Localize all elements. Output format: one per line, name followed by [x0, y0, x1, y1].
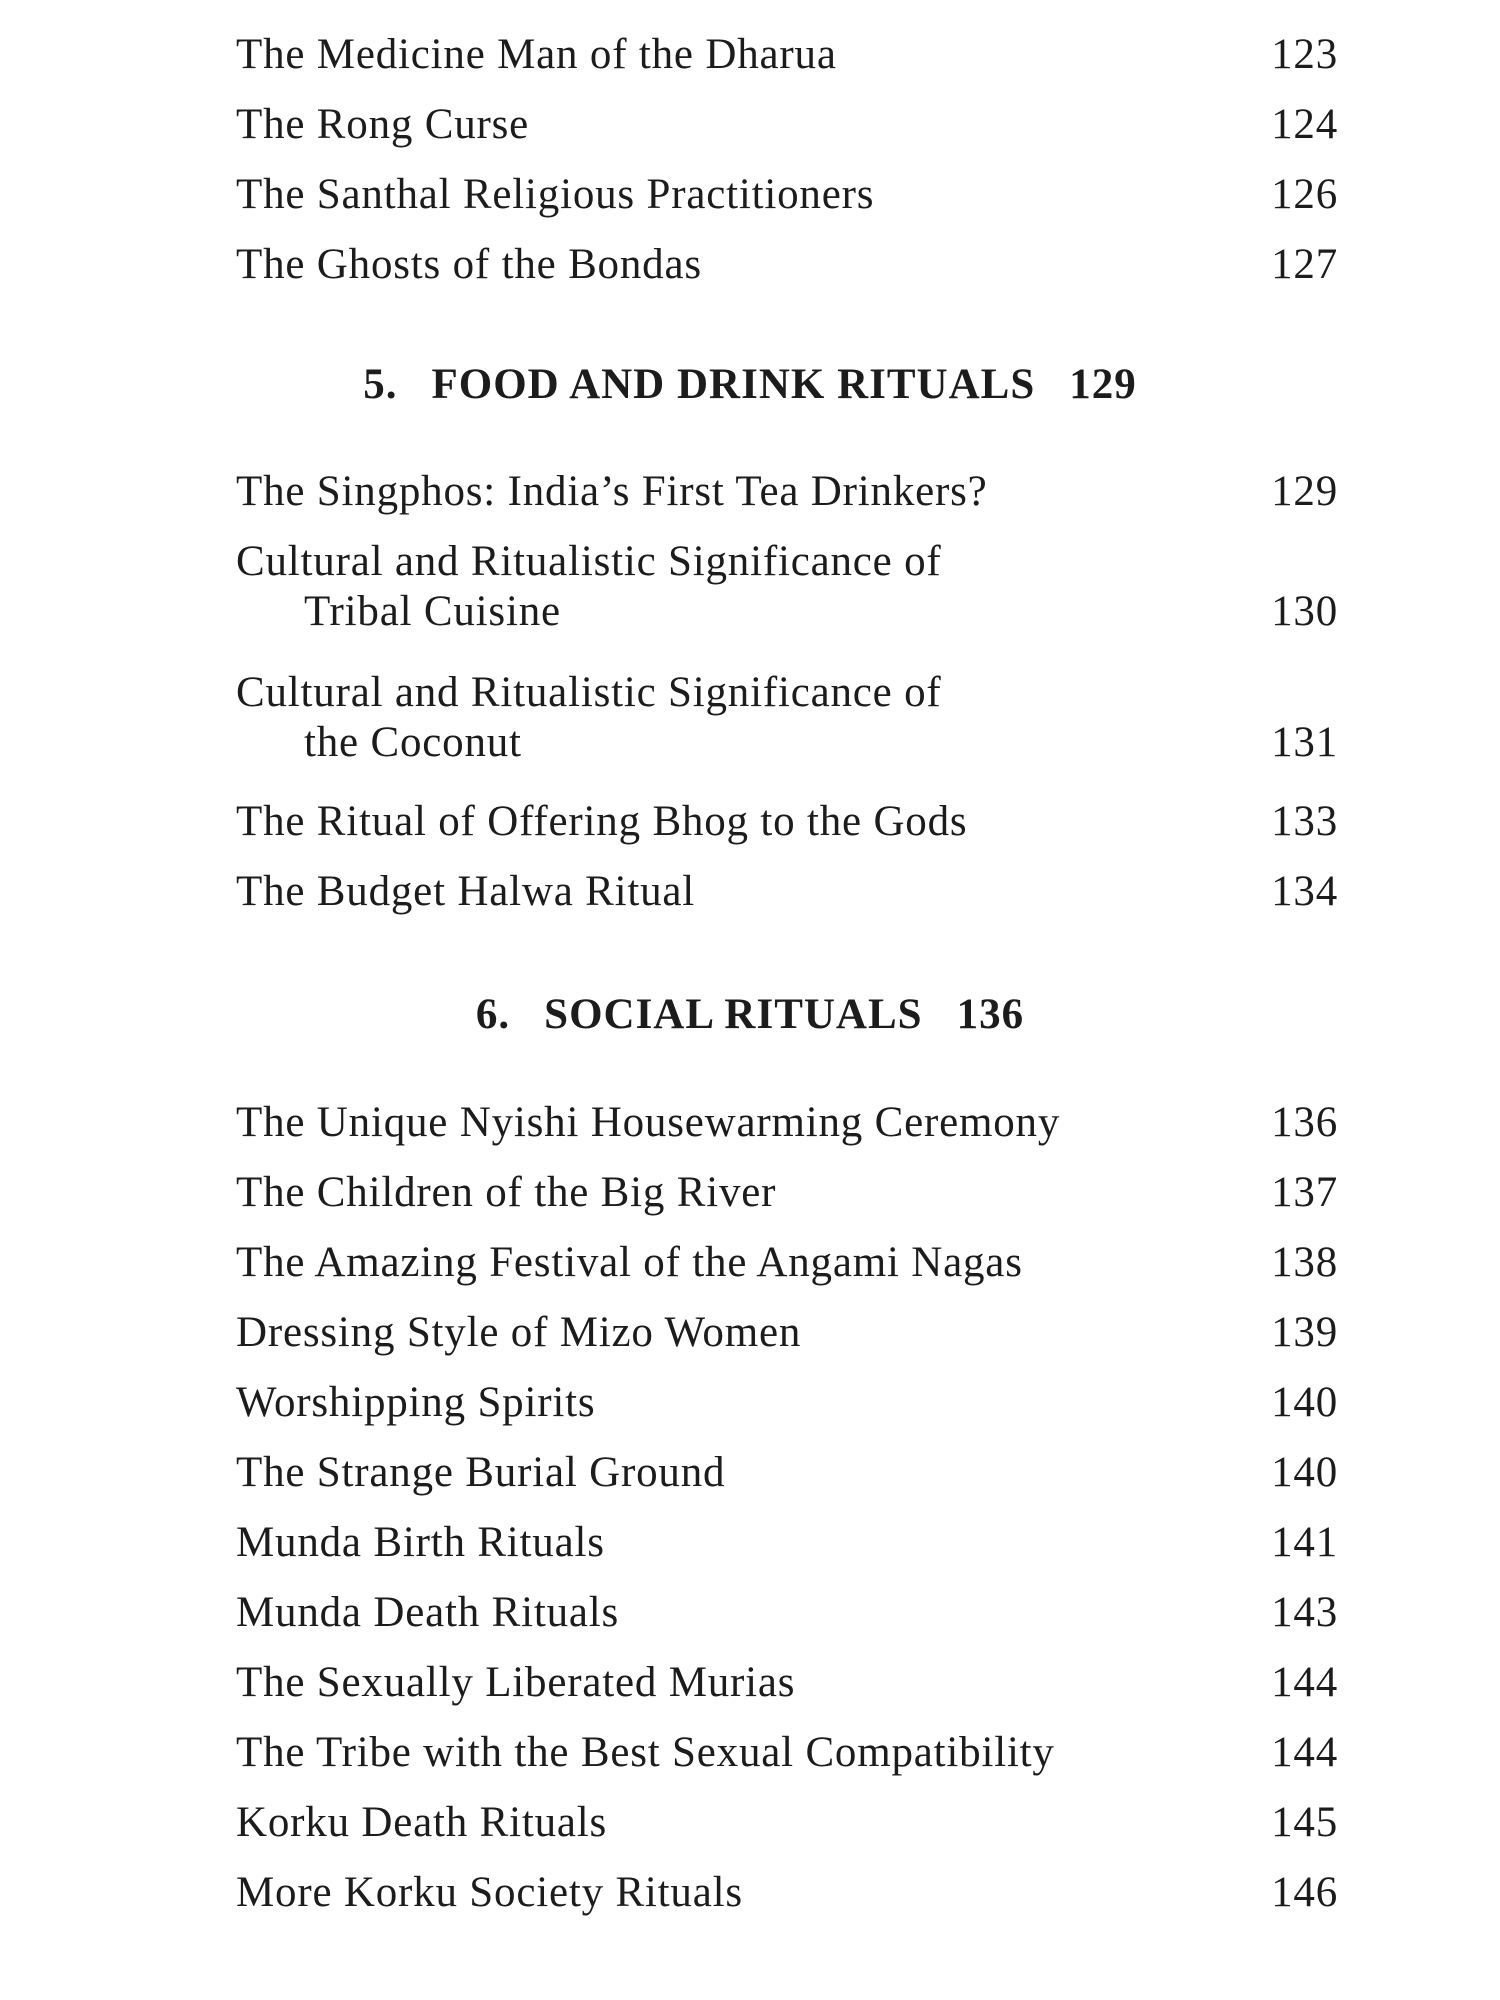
toc-entry	[236, 867, 1338, 917]
toc-entry-title: The Santhal Religious Practitioners	[236, 171, 875, 218]
toc-entry	[236, 1868, 1338, 1918]
toc-entry-page: 126	[1271, 171, 1338, 218]
toc-entry-page: 127	[1271, 241, 1338, 288]
toc-entry-page: 144	[1271, 1659, 1338, 1706]
toc-entry-page: 130	[1271, 588, 1338, 635]
toc-entry	[236, 100, 1338, 150]
toc-entry	[236, 240, 1338, 290]
chapter-title: SOCIAL RITUALS	[544, 991, 923, 1038]
toc-entry-title: Cultural and Ritualistic Significance of	[236, 538, 942, 585]
toc-entry-title: The Budget Halwa Ritual	[236, 868, 696, 915]
toc-entry	[236, 1798, 1338, 1848]
toc-entry-page: 146	[1271, 1869, 1338, 1916]
toc-entry	[236, 537, 1338, 637]
toc-entry-page: 141	[1271, 1519, 1338, 1566]
toc-entry-title: The Sexually Liberated Murias	[236, 1659, 796, 1706]
toc-entry-page: 137	[1271, 1169, 1338, 1216]
toc-entry-page: 134	[1271, 868, 1338, 915]
toc-entry-page: 143	[1271, 1589, 1338, 1636]
toc-entry	[236, 797, 1338, 847]
toc-entry	[236, 1238, 1338, 1288]
toc-entry-title: Korku Death Rituals	[236, 1799, 608, 1846]
toc-entry-page: 136	[1271, 1099, 1338, 1146]
toc-entry-title-continued: Tribal Cuisine	[304, 588, 561, 635]
toc-entry-title: The Medicine Man of the Dharua	[236, 31, 837, 78]
toc-entry-page: 131	[1271, 719, 1338, 766]
toc-entry-page: 140	[1271, 1449, 1338, 1496]
toc-entry	[236, 1728, 1338, 1778]
toc-entry-page: 123	[1271, 31, 1338, 78]
toc-entry	[236, 1448, 1338, 1498]
toc-entry-title: The Children of the Big River	[236, 1169, 777, 1216]
toc-entry-title-continued: the Coconut	[304, 719, 522, 766]
toc-entry-page: 140	[1271, 1379, 1338, 1426]
toc-entry	[236, 1378, 1338, 1428]
toc-entry-title: The Unique Nyishi Housewarming Ceremony	[236, 1099, 1061, 1146]
toc-entry-title: Cultural and Ritualistic Significance of	[236, 669, 942, 716]
toc-entry	[236, 170, 1338, 220]
chapter-number: 5.	[363, 361, 398, 408]
toc-entry-title: The Rong Curse	[236, 101, 530, 148]
toc-entry	[236, 1518, 1338, 1568]
toc-entry-title: Dressing Style of Mizo Women	[236, 1309, 802, 1356]
toc-entry-page: 139	[1271, 1309, 1338, 1356]
chapter-number: 6.	[475, 991, 511, 1038]
toc-entry	[236, 1588, 1338, 1638]
chapter-6-heading	[0, 990, 1500, 1040]
toc-entry-title: Munda Birth Rituals	[236, 1519, 605, 1566]
toc-entry-title: The Tribe with the Best Sexual Compatibility	[236, 1729, 1055, 1776]
chapter-page: 136	[956, 991, 1025, 1038]
toc-entry	[236, 30, 1338, 80]
toc-entry-title: The Singphos: India’s First Tea Drinkers?	[236, 468, 988, 515]
chapter-page: 129	[1069, 361, 1137, 408]
toc-entry	[236, 1098, 1338, 1148]
toc-entry-page: 129	[1271, 468, 1338, 515]
toc-entry-title: The Ghosts of the Bondas	[236, 241, 702, 288]
toc-entry-title: The Amazing Festival of the Angami Nagas	[236, 1239, 1023, 1286]
toc-entry-title: The Strange Burial Ground	[236, 1449, 726, 1496]
toc-entry	[236, 1168, 1338, 1218]
toc-entry	[236, 668, 1338, 768]
toc-entry-page: 133	[1271, 798, 1338, 845]
toc-entry-page: 145	[1271, 1799, 1338, 1846]
chapter-5-heading	[0, 360, 1500, 410]
toc-entry-page: 144	[1271, 1729, 1338, 1776]
toc-entry	[236, 1308, 1338, 1358]
toc-entry-title: The Ritual of Offering Bhog to the Gods	[236, 798, 968, 845]
toc-entry	[236, 1658, 1338, 1708]
toc-entry-page: 138	[1271, 1239, 1338, 1286]
toc-entry-title: Munda Death Rituals	[236, 1589, 620, 1636]
chapter-title: FOOD AND DRINK RITUALS	[431, 361, 1036, 408]
toc-entry-title: Worshipping Spirits	[236, 1379, 596, 1426]
toc-entry	[236, 467, 1338, 517]
toc-entry-page: 124	[1271, 101, 1338, 148]
toc-entry-title: More Korku Society Rituals	[236, 1869, 743, 1916]
